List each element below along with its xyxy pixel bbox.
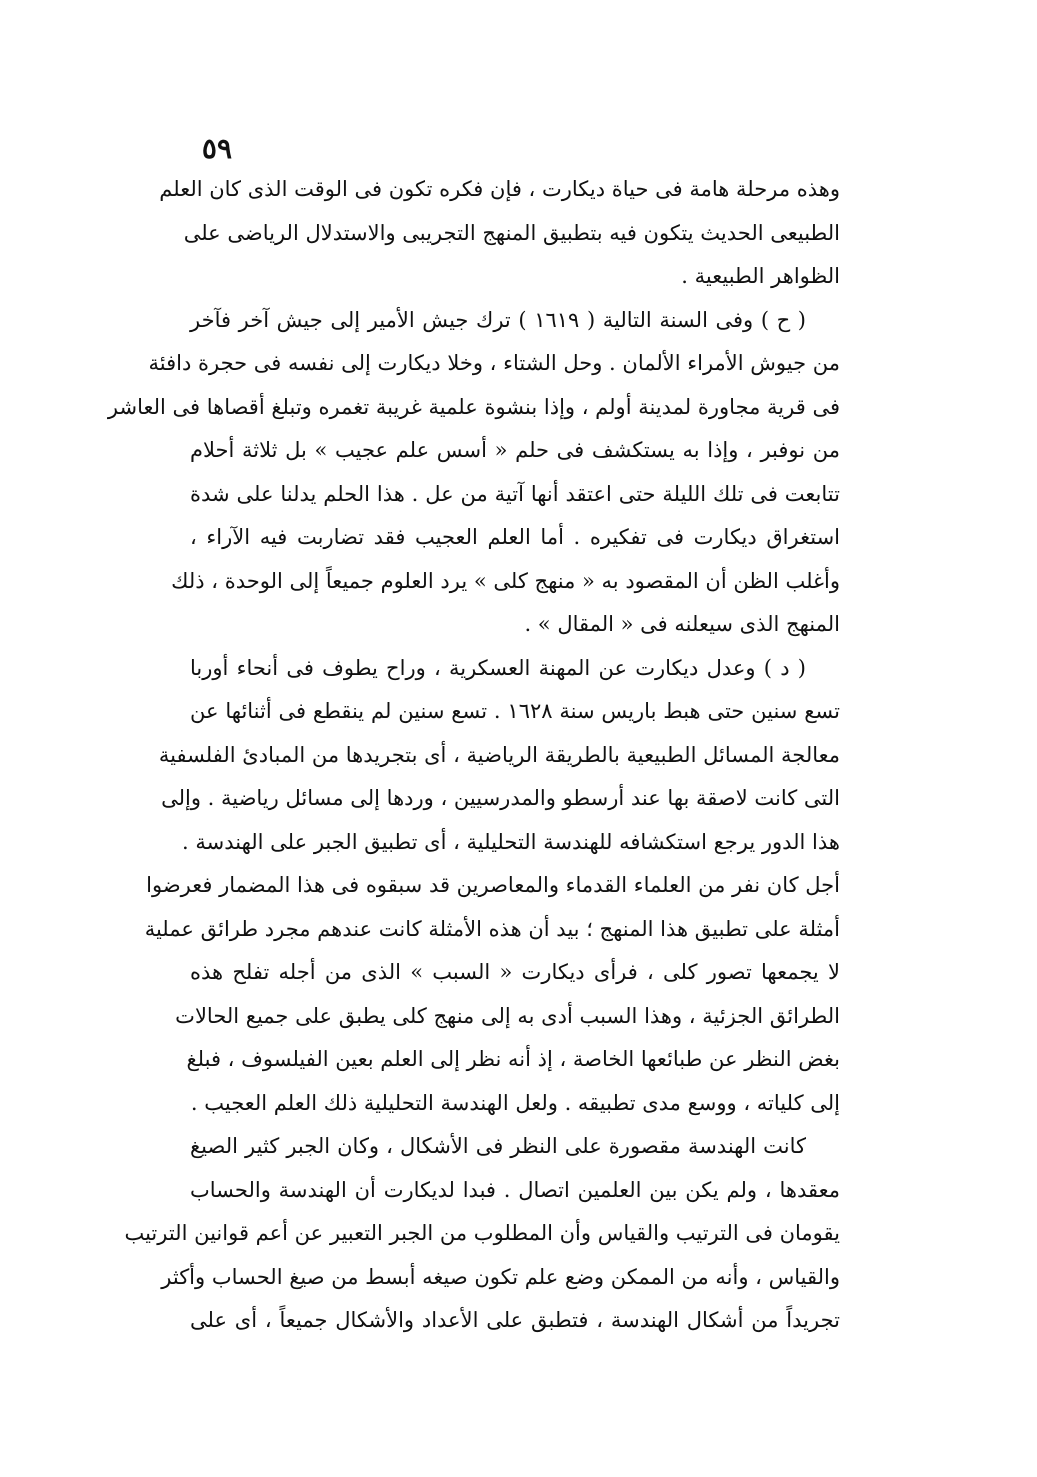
- text-line: معالجة المسائل الطبيعية بالطريقة الرياضية ، أى بتجريدها من المبادئ الفلسفية: [158, 742, 840, 767]
- text-line: ( د ) وعدل ديكارت عن المهنة العسكرية ، وراح يطوف فى أنحاء أوربا: [190, 655, 806, 680]
- text-line: لا يجمعها تصور كلى ، فرأى ديكارت « السبب » الذى من أجله تفلح هذه: [190, 960, 840, 984]
- text-line: كانت الهندسة مقصورة على النظر فى الأشكال ، وكان الجبر كثير الصيغ: [190, 1134, 806, 1158]
- text-line: معقدها ، ولم يكن بين العلمين اتصال . فبدا لديكارت أن الهندسة والحساب: [190, 1177, 840, 1202]
- text-line: الظواهر الطبيعية .: [681, 264, 840, 288]
- text-line: أجل كان نفر من العلماء القدماء والمعاصرين قد سبقوه فى هذا المضمار فعرضوا: [146, 873, 840, 897]
- text-line: التى كانت لاصقة بها عند أرسطو والمدرسيين ، وردها إلى مسائل رياضية . وإلى: [161, 786, 840, 810]
- text-line: أمثلة على تطبيق هذا المنهج ؛ بيد أن هذه الأمثلة كانت عندهم مجرد طرائق عملية: [144, 916, 840, 941]
- text-line: من جيوش الأمراء الألمان . وحل الشتاء ، وخلا ديكارت إلى نفسه فى حجرة دافئة: [148, 351, 840, 375]
- text-line: فى قرية مجاورة لمدينة أولم ، وإذا بنشوة علمية غريبة تغمره وتبلغ أقصاها فى العاشر: [107, 394, 840, 419]
- text-line: تسع سنين حتى هبط باريس سنة ١٦٢٨ . تسع سنين لم ينقطع فى أثنائها عن: [190, 699, 840, 723]
- text-line: وأغلب الظن أن المقصود به « منهج كلى » يرد العلوم جميعاً إلى الوحدة ، ذلك: [171, 568, 840, 593]
- text-line: الطرائق الجزئية ، وهذا السبب أدى به إلى منهج كلى يطبق على جميع الحالات: [175, 1003, 840, 1028]
- text-line: والقياس ، وأنه من الممكن وضع علم تكون صيغه أبسط من صيغ الحساب وأكثر: [161, 1264, 840, 1289]
- text-line: المنهج الذى سيعلنه فى « المقال » .: [524, 612, 840, 636]
- text-line: استغراق ديكارت فى تفكيره . أما العلم العجيب فقد تضاربت فيه الآراء ،: [190, 525, 840, 549]
- text-line: وهذه مرحلة هامة فى حياة ديكارت ، فإن فكره تكون فى الوقت الذى كان العلم: [159, 177, 840, 201]
- text-line: يقومان فى الترتيب والقياس وأن المطلوب من الجبر التعبير عن أعم قوانين الترتيب: [124, 1221, 840, 1245]
- body-text: [107, 168, 840, 1343]
- text-line: إلى كلياته ، ووسع مدى تطبيقه . ولعل الهندسة التحليلية ذلك العلم العجيب .: [190, 1090, 840, 1115]
- page-number: ٥٩: [201, 132, 232, 165]
- text-line: من نوفبر ، وإذا به يستكشف فى حلم « أسس علم عجيب » بل ثلاثة أحلام: [190, 438, 840, 462]
- text-line: هذا الدور يرجع استكشافه للهندسة التحليلية ، أى تطبيق الجبر على الهندسة .: [182, 829, 840, 854]
- text-line: الطبيعى الحديث يتكون فيه بتطبيق المنهج التجريبى والاستدلال الرياضى على: [183, 220, 840, 245]
- text-line: ( ح ) وفى السنة التالية ( ١٦١٩ ) ترك جيش الأمير إلى جيش آخر فآخر: [190, 307, 806, 332]
- text-line: بغض النظر عن طبائعها الخاصة ، إذ أنه نظر إلى العلم بعين الفيلسوف ، فبلغ: [186, 1047, 840, 1071]
- text-line: تتابعت فى تلك الليلة حتى اعتقد أنها آتية من عل . هذا الحلم يدلنا على شدة: [190, 481, 840, 506]
- text-line: تجريداً من أشكال الهندسة ، فتطبق على الأعداد والأشكال جميعاً ، أى على: [190, 1308, 840, 1332]
